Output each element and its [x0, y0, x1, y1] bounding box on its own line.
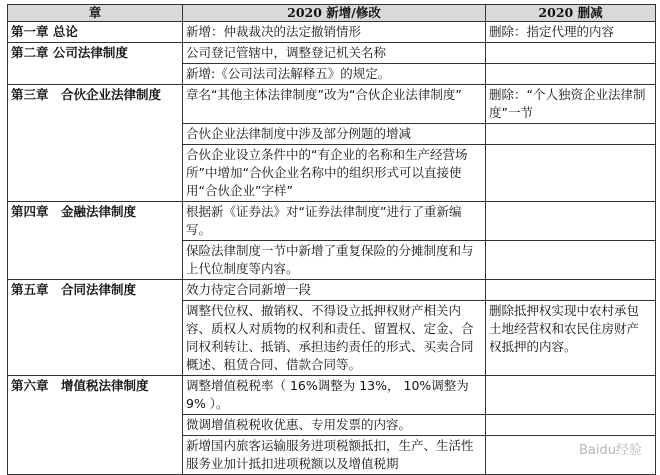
table-row [8, 43, 656, 64]
deletion-cell [486, 64, 656, 85]
change-cell: 保险法律制度一节中新增了重复保险的分摊制度和与上代位制度等内容。 [183, 241, 486, 280]
change-cell: 调整增值税税率（ 16%调整为 13%， 10%调整为 9% ）。 [183, 376, 486, 415]
deletion-cell [486, 280, 656, 301]
change-cell: 新增国内旅客运输服务进项税额抵扣，生产、生活性服务业加计抵扣进项税额以及增值税期 [183, 436, 486, 475]
change-cell: 合伙企业设立条件中的“有企业的名称和生产经营场所”中增加“合伙企业名称中的组织形式可以直接使用“合伙企业”字样” [183, 145, 486, 202]
change-cell: 合伙企业法律制度中涉及部分例题的增减 [183, 124, 486, 145]
change-cell: 新增：仲裁裁决的法定撤销情形 [183, 22, 486, 43]
deletion-cell: 删除：“个人独资企业法律制度”一节 [486, 85, 656, 124]
header-row [8, 5, 656, 22]
deletion-cell [486, 241, 656, 280]
chapter-cell: 第三章 合伙企业法律制度 [8, 85, 183, 202]
deletion-cell [486, 415, 656, 436]
change-cell: 调整代位权、撤销权、不得设立抵押权财产相关内容、质权人对质物的权利和责任、留置权、定金、合同权利转让、抵销、承担违约责任的形式、买卖合同概述、租赁合同、借款合同等。 [183, 301, 486, 376]
watermark: Baidu经验 [579, 443, 642, 458]
change-cell: 公司登记管辖中，调整登记机关名称 [183, 43, 486, 64]
table-row [8, 280, 656, 301]
deletion-cell [486, 43, 656, 64]
header-deletions: 2020 删减 [486, 5, 656, 22]
chapter-cell: 第五章 合同法律制度 [8, 280, 183, 376]
header-changes: 2020 新增/修改 [183, 5, 486, 22]
deletion-cell: 删除：指定代理的内容 [486, 22, 656, 43]
table-row [8, 22, 656, 43]
change-cell: 根据新《证券法》对“证券法律制度”进行了重新编写。 [183, 202, 486, 241]
deletion-cell [486, 145, 656, 202]
deletion-cell [486, 376, 656, 415]
change-cell: 章名“其他主体法律制度”改为“合伙企业法律制度” [183, 85, 486, 124]
table-row [8, 202, 656, 241]
deletion-cell [486, 124, 656, 145]
header-chapter: 章 [8, 5, 183, 22]
changes-table [7, 4, 656, 475]
chapter-cell: 第一章 总论 [8, 22, 183, 43]
chapter-cell: 第四章 金融法律制度 [8, 202, 183, 280]
chapter-cell: 第六章 增值税法律制度 [8, 376, 183, 475]
change-cell: 新增:《公司法司法解释五》的规定。 [183, 64, 486, 85]
change-cell: 微调增值税税收优惠、专用发票的内容。 [183, 415, 486, 436]
deletion-cell: 删除抵押权实现中农村承包土地经营权和农民住房财产权抵押的内容。 [486, 301, 656, 376]
chapter-cell: 第二章 公司法律制度 [8, 43, 183, 85]
table-row [8, 376, 656, 415]
deletion-cell [486, 202, 656, 241]
change-cell: 效力待定合同新增一段 [183, 280, 486, 301]
table-row [8, 85, 656, 124]
